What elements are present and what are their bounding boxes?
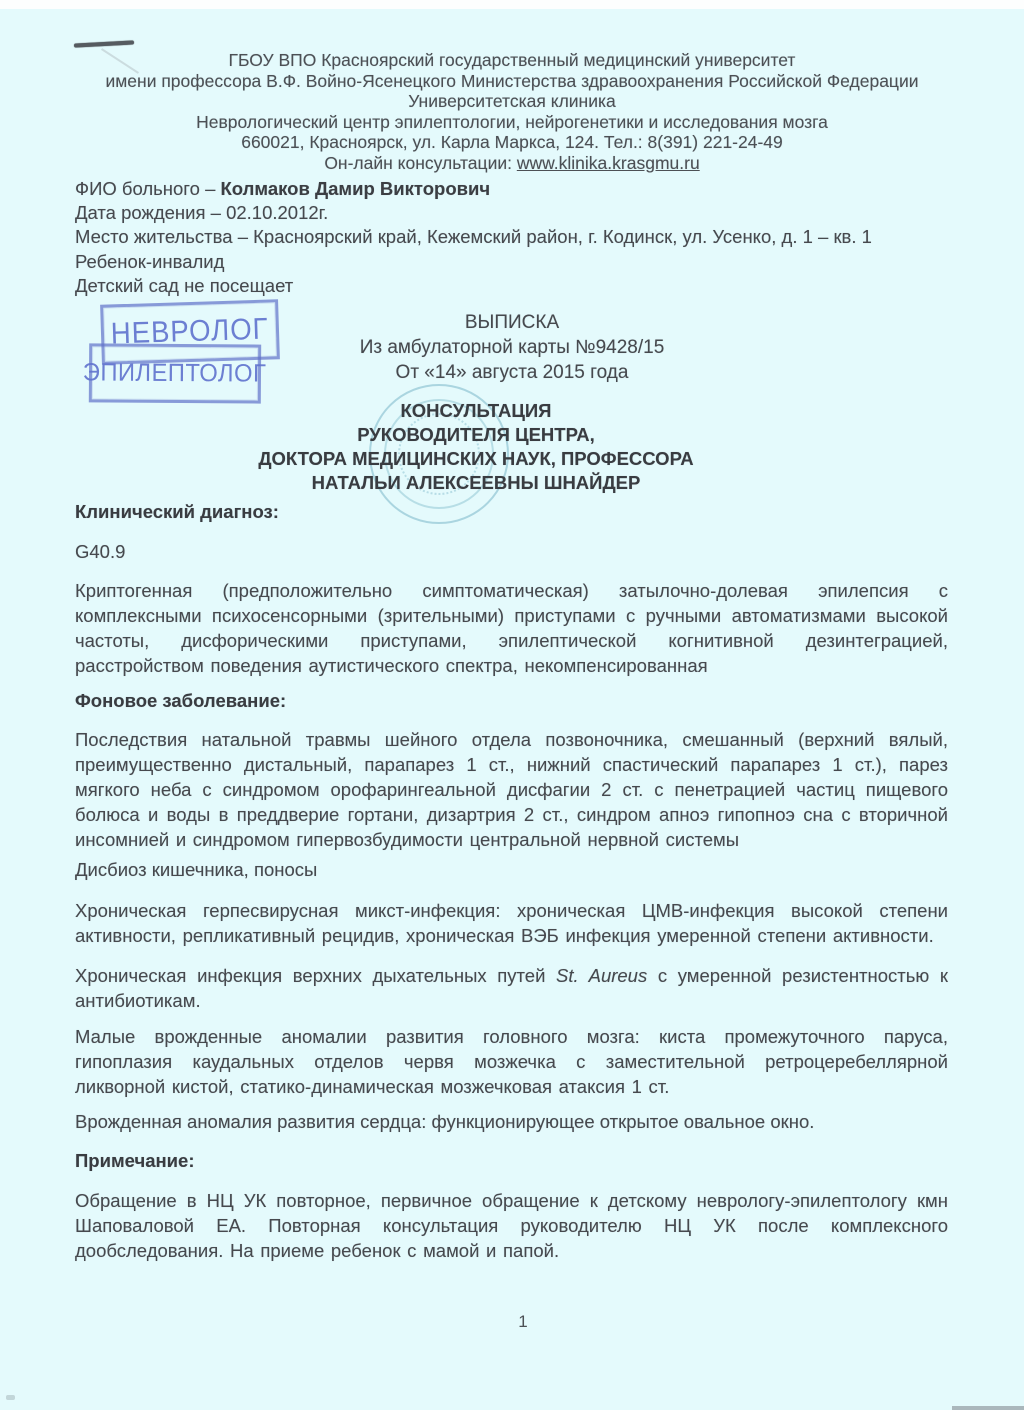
clinic-header [0,0,1024,173]
consultation-heading-line: КОНСУЛЬТАЦИЯ [400,400,552,422]
fio-label: ФИО больного – [75,178,221,199]
scan-bottom-edge [952,1406,1024,1410]
extract-card-line: Из амбулаторной карты №9428/15 [359,337,665,359]
clinical-diagnosis-heading: Клинический диагноз: [75,501,279,523]
background-paragraph: Последствия натальной травмы шейного отдела позвоночника, смешанный (верхний вялый, преимущественно дистальный, парапарез 1 ст., нижний спастический парапарез 1 ст.), парез мягкого неба с синдромом орофарингеальной дисфагии 2 ст. с пенетрацией частиц пищевого болюса и воды в преддверие гортани, дизартрия 2 ст., синдром апноэ гипопноэ сна с вторичной инсомнией и синдромом гипервозбудимости центральной нервной системы [75,729,948,851]
patient-name: Колмаков Дамир Викторович [220,178,491,199]
clinic-name-line: Университетская клиника [408,91,616,111]
page-number: 1 [518,1312,528,1331]
document-body [75,500,948,1263]
online-consult-label: Он-лайн консультации: [324,152,517,173]
staureus-latin-name: St. Aureus [556,965,648,987]
icd-code: G40.9 [75,541,126,563]
background-paragraph: Врожденная аномалия развития сердца: функционирующее открытое овальное окно. [75,1111,815,1133]
scan-speck [6,1395,15,1400]
background-disease-heading: Фоновое заболевание: [75,690,287,712]
note-heading: Примечание: [75,1150,195,1172]
patient-daycare-line: Детский сад не посещает [75,274,294,296]
background-paragraph: Хроническая герпесвирусная микст-инфекция: хроническая ЦМВ-инфекция высокой степени активности, репликативный рецидив, хроническая ВЭБ инфекция умеренной степени активности. [75,900,948,947]
consultation-heading [0,399,988,495]
background-paragraph: Дисбиоз кишечника, поносы [75,859,318,881]
patient-address-line: Место жительства – Красноярский край, Кежемский район, г. Кодинск, ул. Усенко, д. 1 – кв. 1 [75,226,872,248]
background-paragraph [75,963,948,1013]
clinic-website-link: www.klinika.krasgmu.ru [516,152,700,173]
scan-top-edge [0,0,1024,9]
infection-text-post: с умеренной резистентностью к антибиотикам. [75,965,948,1012]
patient-info [75,177,1024,298]
patient-fio-line [75,177,1024,201]
patient-birthdate-line: Дата рождения – 02.10.2012г. [75,202,329,224]
clinic-department-line: Неврологический центр эпилептологии, нейрогенетики и исследования мозга [196,111,828,132]
infection-text-pre: Хроническая инфекция верхних дыхательных путей [75,965,557,987]
clinic-name-line: ГБОУ ВПО Красноярский государственный медицинский университет [228,50,796,70]
consultation-heading-line: ДОКТОРА МЕДИЦИНСКИХ НАУК, ПРОФЕССОРА [258,448,694,470]
extract-date-line: От «14» августа 2015 года [395,362,629,384]
extract-title: ВЫПИСКА [464,312,560,334]
consultation-heading-line: НАТАЛЬИ АЛЕКСЕЕВНЫ ШНАЙДЕР [311,472,641,494]
clinic-address-line: 660021, Красноярск, ул. Карла Маркса, 124. Тел.: 8(391) 221-24-49 [241,132,783,152]
epileptologist-stamp [83,343,267,403]
clinic-name-line: имени профессора В.Ф. Войно-Ясенецкого Министерства здравоохранения Российской Федерации [105,70,919,91]
neurologist-stamp-label: НЕВРОЛОГ [110,312,270,351]
note-paragraph: Обращение в НЦ УК повторное, первичное обращение к детскому неврологу-эпилептологу кмн Шаповаловой ЕА. Повторная консультация руководителю НЦ УК после комплексного дообследования. На приеме ребенок с мамой и папой. [75,1190,948,1262]
background-paragraph: Малые врожденные аномалии развития головного мозга: киста промежуточного паруса, гипоплазия каудальных отделов червя мозжечка с заместительной ретроцеребеллярной ликворной кистой, статико-динамическая мозжечковая атаксия 1 ст. [75,1026,948,1098]
diagnosis-paragraph: Криптогенная (предположительно симптоматическая) затылочно-долевая эпилепсия с комплексными психосенсорными (зрительными) приступами с ручными автоматизмами высокой частоты, дисфорическими приступами, эпилептической когнитивной дезинтеграцией, расстройством поведения аутистического спектра, некомпенсированная [75,580,948,677]
epileptologist-stamp-label: ЭПИЛЕПТОЛОГ [83,358,267,388]
clinic-online-line [0,153,1024,174]
consultation-heading-line: РУКОВОДИТЕЛЯ ЦЕНТРА, [357,424,595,446]
patient-disability-line: Ребенок-инвалид [75,250,225,272]
